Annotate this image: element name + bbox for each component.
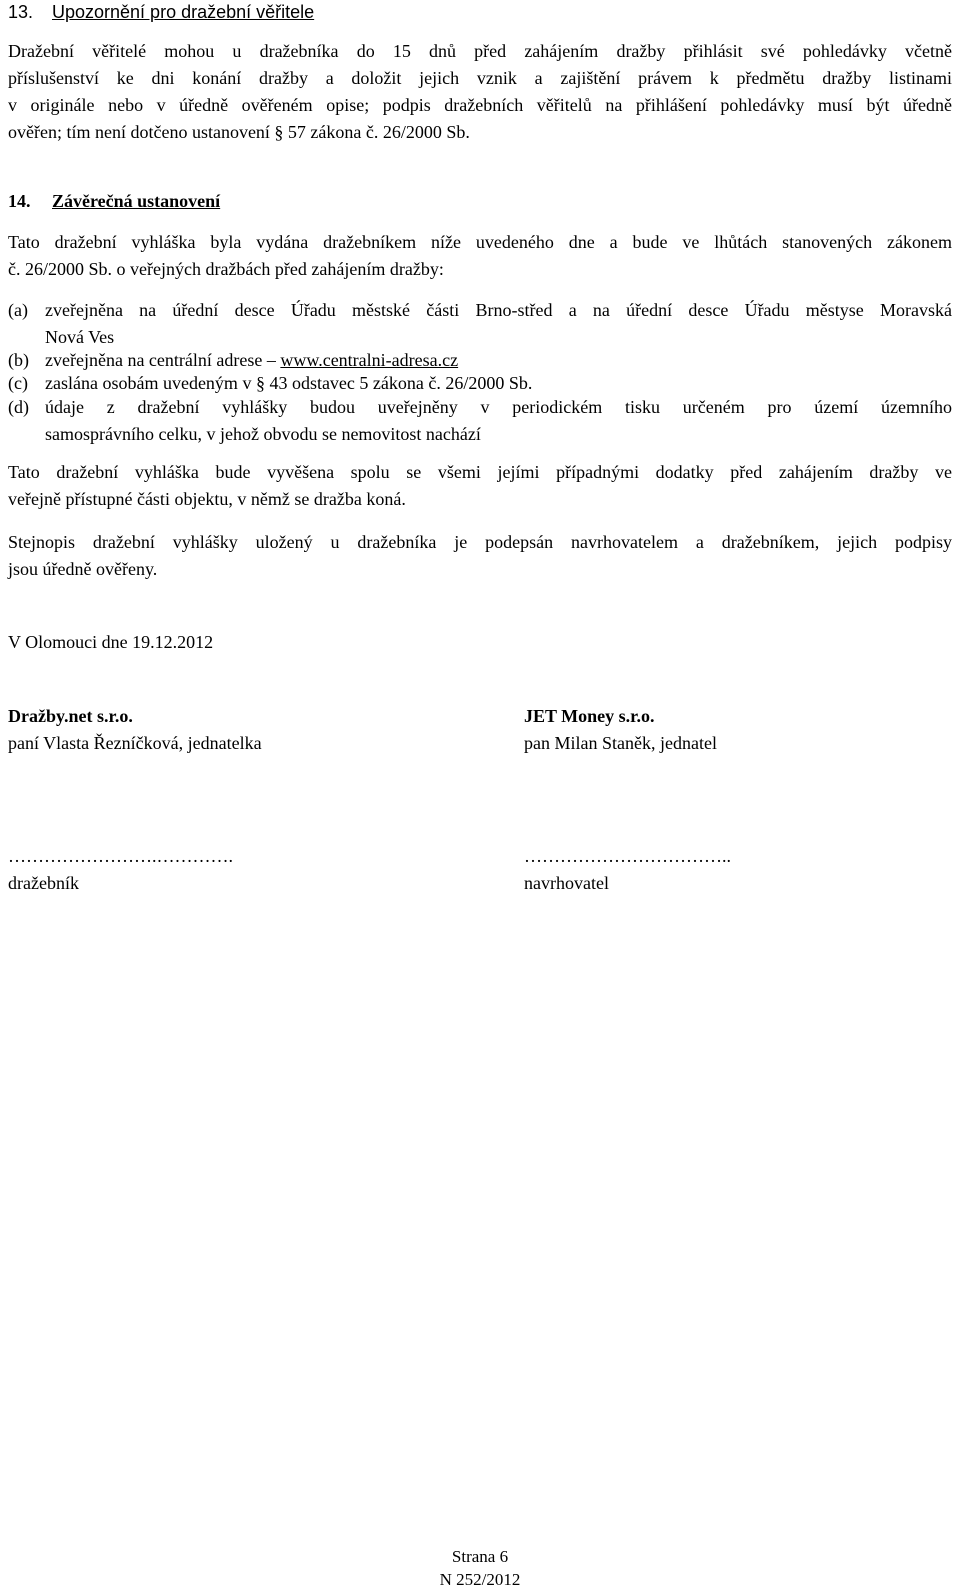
list-item-label: (c) [8, 373, 28, 393]
section-14-heading [8, 188, 952, 215]
posting-line-2: veřejně přístupné části objektu, v němž se dražba koná. [8, 489, 406, 509]
section-14-intro [8, 229, 952, 283]
signature-right [524, 703, 717, 757]
section-13-line-4: ověřen; tím není dotčeno ustanovení § 57 zákona č. 26/2000 Sb. [8, 122, 470, 142]
list-item-d-line-2: samosprávního celku, v jehož obvodu se nemovitost nachází [45, 424, 481, 444]
right-person-name: pan Milan Staněk, jednatel [524, 733, 717, 753]
list-item-c-line-1: zaslána osobám uvedeným v § 43 odstavec 5 zákona č. 26/2000 Sb. [45, 373, 533, 393]
section-13-number: 13. [8, 2, 34, 22]
right-company-name: JET Money s.r.o. [524, 706, 655, 726]
section-14-title: Závěrečná ustanovení [52, 191, 221, 211]
right-role: navrhovatel [524, 873, 609, 893]
signature-left [8, 703, 262, 757]
document-reference: N 252/2012 [439, 1570, 521, 1589]
list-item-a-line-1: zveřejněna na úřední desce Úřadu městské části Brno-střed a na úřední desce Úřadu městyse Moravská [45, 300, 952, 320]
section-14-intro-line-1: Tato dražební vyhláška byla vydána dražebníkem níže uvedeného dne a bude ve lhůtách stanovených zákonem [8, 232, 952, 252]
right-dots: …………………………….. [524, 846, 731, 866]
list-item-label: (b) [8, 350, 29, 370]
list-item-label: (a) [8, 300, 28, 320]
central-address-link[interactable]: www.centralni-adresa.cz [280, 350, 459, 370]
section-13-paragraph [8, 38, 952, 146]
left-person-name: paní Vlasta Řezníčková, jednatelka [8, 733, 262, 753]
section-14-intro-line-2: č. 26/2000 Sb. o veřejných dražbách před zahájením dražby: [8, 259, 444, 279]
list-item-d-line-1: údaje z dražební vyhlášky budou uveřejněny v periodickém tisku určeném pro území územního [45, 397, 952, 417]
page-number: Strana 6 [451, 1547, 509, 1566]
place-date: V Olomouci dne 19.12.2012 [8, 632, 214, 652]
section-13-line-1: Dražební věřitelé mohou u dražebníka do 15 dnů před zahájením dražby přihlásit své pohledávky včetně [8, 41, 952, 61]
list-item-a-line-2: Nová Ves [45, 327, 115, 347]
section-13-line-2: příslušenství ke dni konání dražby a doložit jejich vznik a zajištění právem k předmětu dražby listinami [8, 68, 952, 88]
left-dots: …………………….…………. [8, 846, 233, 866]
section-13-heading [8, 0, 952, 26]
posting-paragraph [8, 459, 952, 513]
list-item-label: (d) [8, 397, 29, 417]
signature-line-left [8, 843, 233, 897]
copy-line-2: jsou úředně ověřeny. [8, 559, 158, 579]
section-13-title: Upozornění pro dražební věřitele [52, 2, 315, 22]
left-role: dražebník [8, 873, 79, 893]
left-company-name: Dražby.net s.r.o. [8, 706, 133, 726]
list-item-b-text: zveřejněna na centrální adrese – [45, 350, 281, 370]
copy-line-1: Stejnopis dražební vyhlášky uložený u dražebníka je podepsán navrhovatelem a dražebníkem, jejich podpisy [8, 532, 952, 552]
section-14-number: 14. [8, 191, 31, 211]
copy-paragraph [8, 529, 952, 583]
signature-line-right [524, 843, 731, 897]
page-footer [0, 1545, 960, 1591]
posting-line-1: Tato dražební vyhláška bude vyvěšena spolu se všemi jejími případnými dodatky před zahájením dražby ve [8, 462, 952, 482]
section-13-line-3: v originále nebo v úředně ověřeném opise; podpis dražebních věřitelů na přihlášení pohledávky musí být úředně [8, 95, 952, 115]
